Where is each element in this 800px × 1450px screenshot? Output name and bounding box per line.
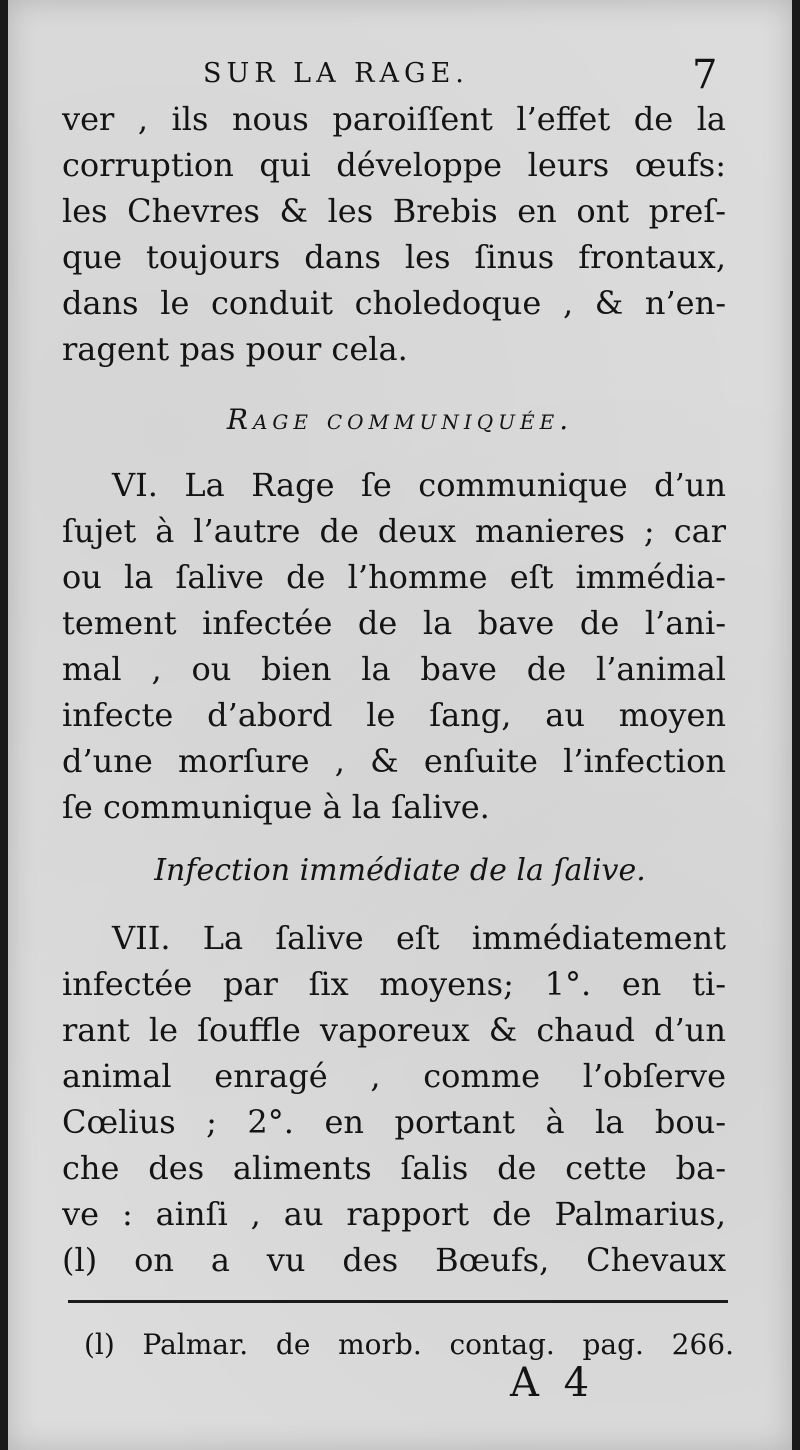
text-line: tement infectée de la bave de l’ani- [62, 604, 726, 642]
signature-mark: A 4 [510, 1360, 596, 1406]
footnote: (l) Palmar. de morb. contag. pag. 266. [84, 1328, 734, 1361]
text-line: ragent pas pour cela. [62, 330, 408, 368]
text-line: les Chevres & les Brebis en ont preſ- [62, 192, 726, 230]
text-line: d’une morſure , & enſuite l’infection [62, 742, 726, 780]
text-line: corruption qui développe leurs œufs: [62, 146, 726, 184]
page-number: 7 [692, 52, 718, 98]
running-title: SUR LA RAGE. [203, 58, 469, 89]
text-line: ou la ſalive de l’homme eſt immédia- [62, 558, 726, 596]
text-line: rant le ſouffle vaporeux & chaud d’un [62, 1011, 726, 1049]
text-line: che des aliments ſalis de cette ba- [62, 1149, 726, 1187]
text-line: ſe communique à la ſalive. [62, 788, 490, 826]
page-header [8, 52, 792, 102]
text-line: mal , ou bien la bave de l’animal [62, 650, 726, 688]
text-line: ſujet à l’autre de deux manieres ; car [62, 512, 726, 550]
footnote-divider [68, 1300, 728, 1303]
book-page [8, 0, 792, 1450]
paragraph-vii [62, 915, 726, 1283]
paragraph-vi [62, 462, 726, 830]
section-heading-rage-communiquee: Rage communiquée. [226, 403, 574, 436]
text-line: animal enragé , comme l’obſerve [62, 1057, 726, 1095]
text-line: (l) on a vu des Bœufs, Chevaux [62, 1241, 726, 1279]
text-line: Cœlius ; 2°. en portant à la bou- [62, 1103, 726, 1141]
text-line: dans le conduit choledoque , & n’en- [62, 284, 726, 322]
text-line: VI. La Rage ſe communique d’un [112, 466, 726, 504]
text-line: infecte d’abord le ſang, au moyen [62, 696, 726, 734]
text-line: infectée par ſix moyens; 1°. en ti- [62, 965, 726, 1003]
text-line: ve : ainſi , au rapport de Palmarius, [62, 1195, 726, 1233]
paragraph-continuation [62, 96, 726, 372]
text-line: ver , ils nous paroiſſent l’effet de la [62, 100, 726, 138]
text-line: VII. La ſalive eſt immédiatement [112, 919, 726, 957]
section-heading-infection-immediate: Infection immédiate de la ſalive. [154, 853, 646, 888]
text-line: que toujours dans les ſinus frontaux, [62, 238, 726, 276]
